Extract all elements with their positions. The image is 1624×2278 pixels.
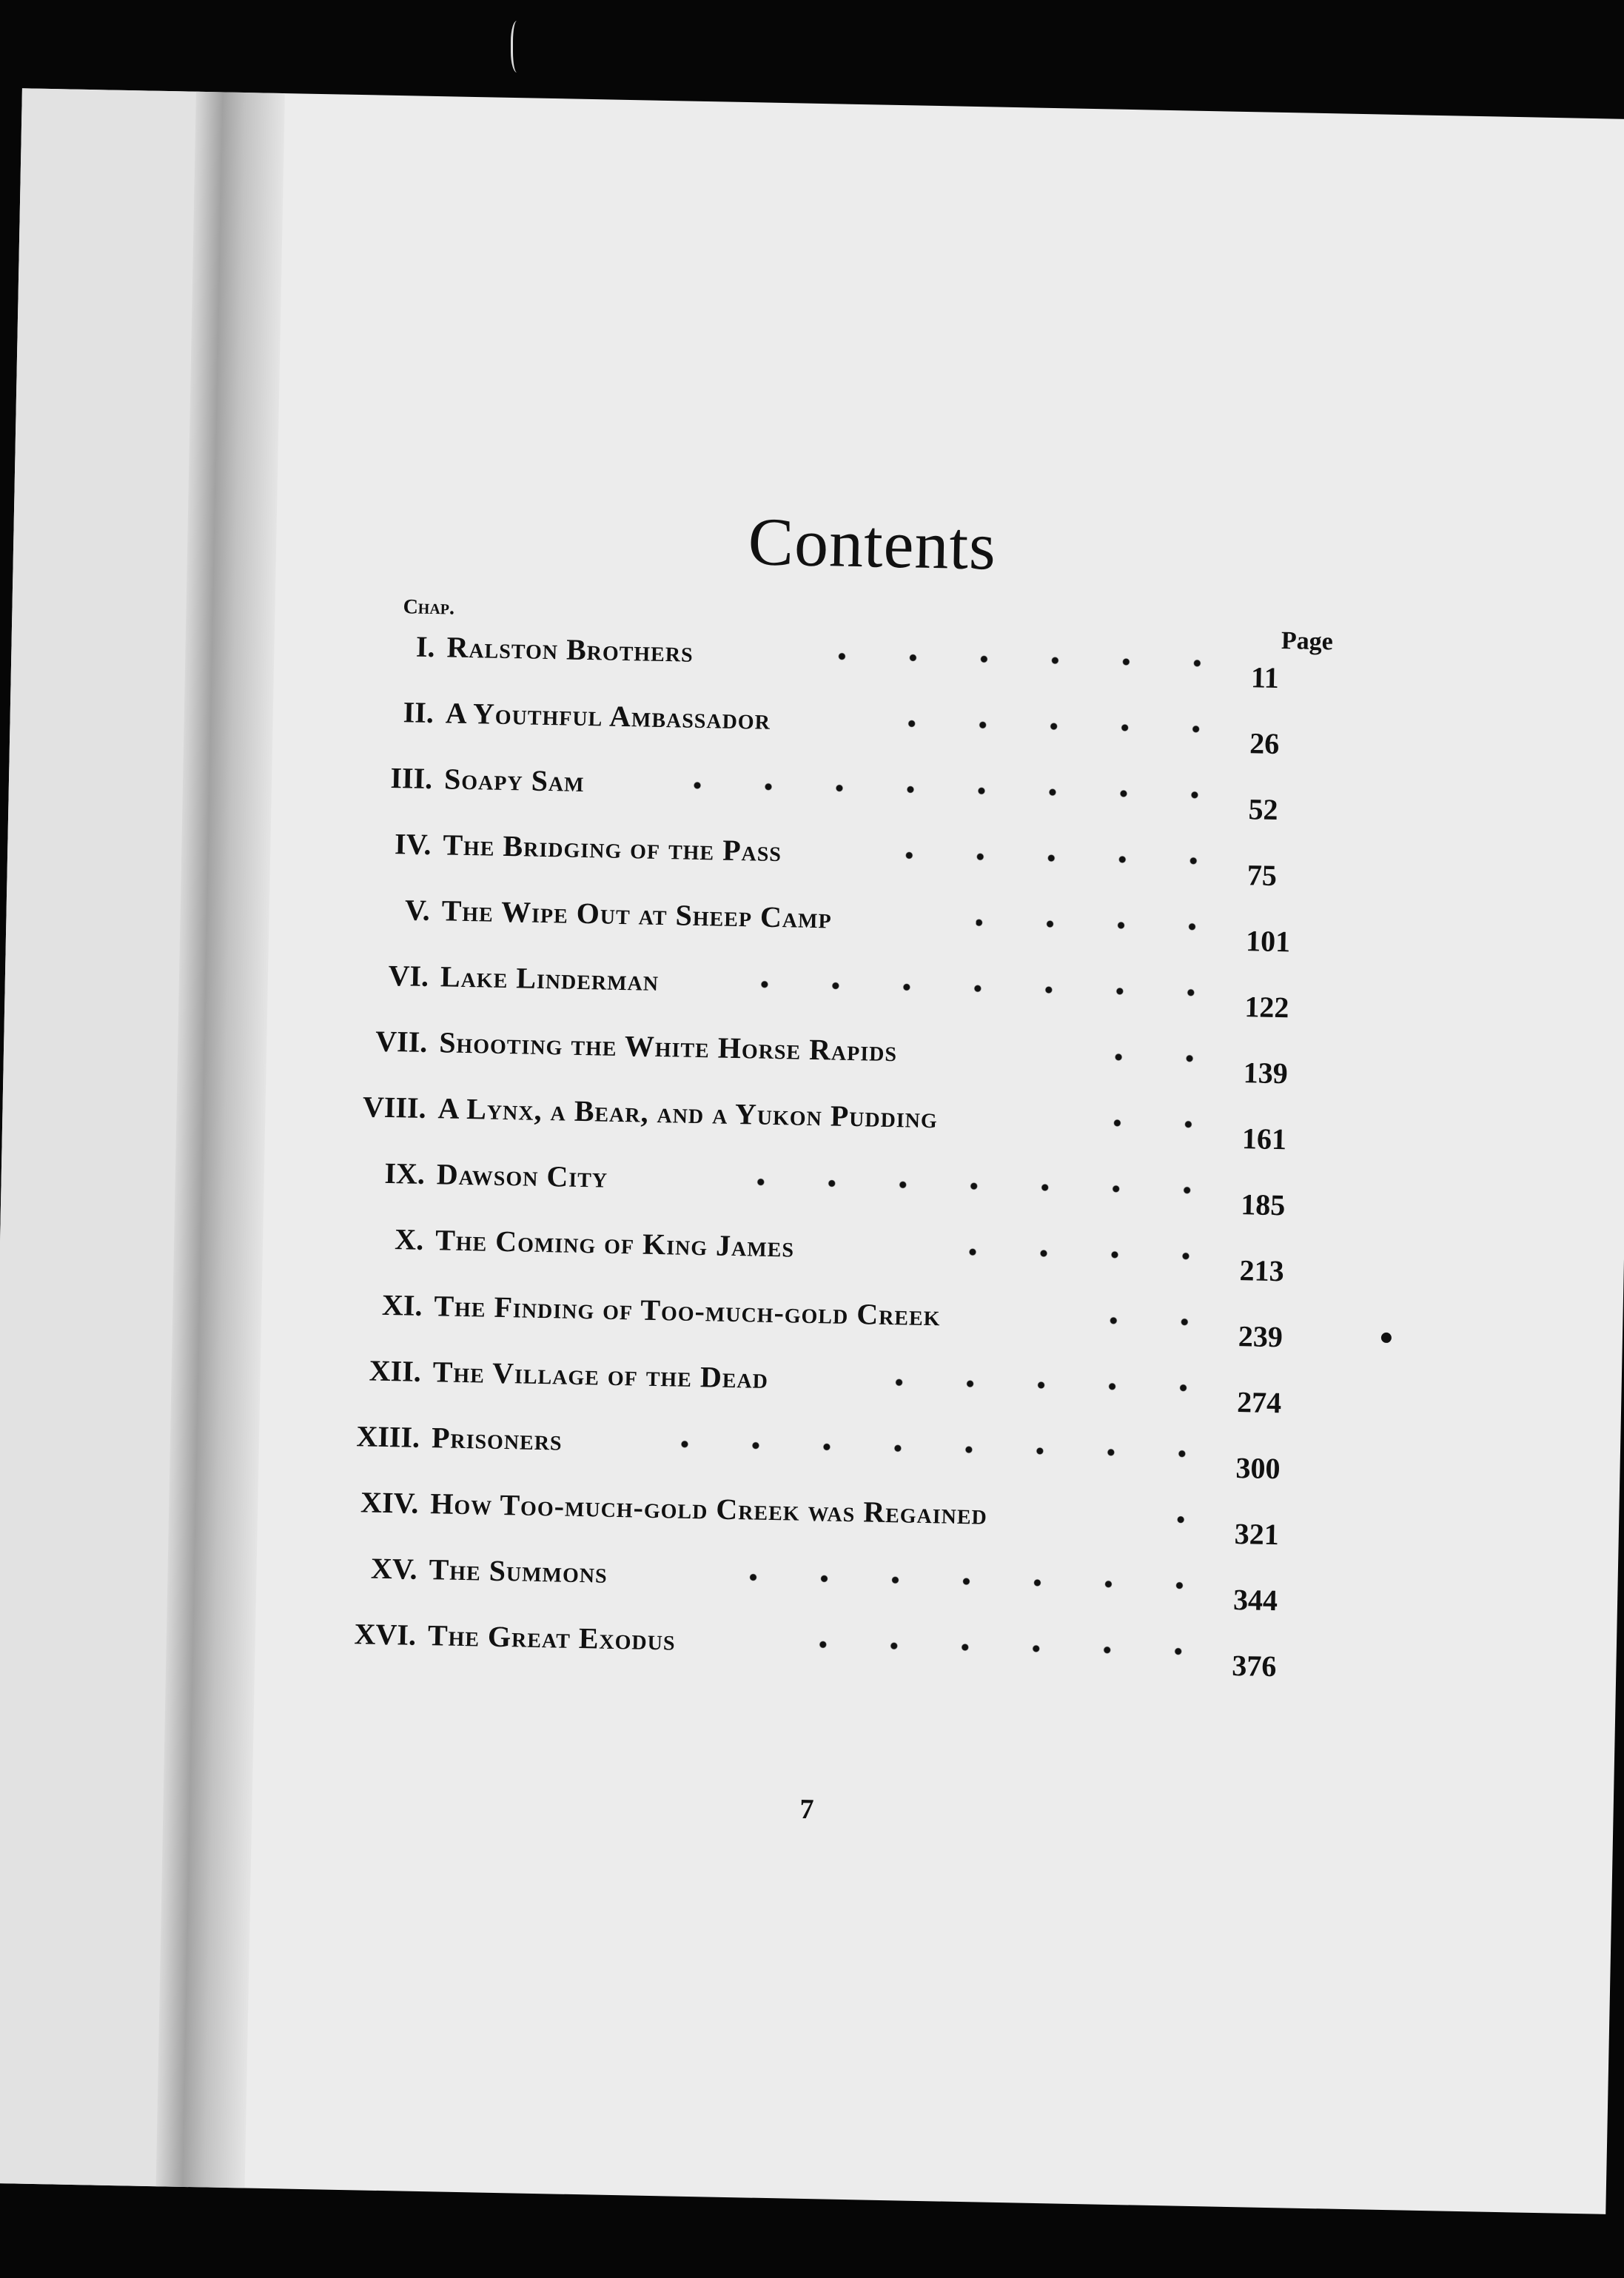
page-number: 52 <box>1248 792 1278 826</box>
table-of-contents <box>303 627 1359 1701</box>
chapter-title: The Great Exodus <box>427 1618 676 1657</box>
dot-leader <box>704 1567 1215 1595</box>
book-page <box>0 88 1624 2214</box>
chapter-title: Lake Linderman <box>440 959 660 997</box>
dot-leader <box>893 1373 1218 1397</box>
page-number: 344 <box>1232 1583 1278 1618</box>
chapter-title: A Lynx, a Bear, and a Yukon Pudding <box>437 1091 939 1135</box>
chapter-title: How Too-much-gold Creek was Regained <box>429 1487 988 1531</box>
page-title: Contents <box>747 503 997 584</box>
page-number: 300 <box>1235 1451 1281 1486</box>
dot-leader <box>690 777 1230 805</box>
dot-leader <box>753 975 1227 1002</box>
chapter-title: The Village of the Dead <box>432 1355 769 1395</box>
page-number: 321 <box>1234 1517 1280 1552</box>
page-number: 185 <box>1240 1187 1286 1222</box>
page-number: 139 <box>1243 1056 1289 1091</box>
page-number: 75 <box>1246 858 1278 892</box>
dot-leader <box>677 1436 1218 1464</box>
chapter-number: IV. <box>394 827 432 862</box>
chapter-column-label: Chap. <box>403 595 455 620</box>
chapter-number: VIII. <box>362 1090 427 1125</box>
chapter-number: XIII. <box>356 1419 420 1454</box>
chapter-number: IX. <box>384 1156 426 1190</box>
chapter-number: I. <box>415 629 436 664</box>
chapter-number: X. <box>394 1222 424 1256</box>
dot-leader <box>976 914 1227 937</box>
chapter-number: XVI. <box>354 1617 417 1652</box>
page-number: 161 <box>1241 1122 1287 1156</box>
chapter-title: Prisoners <box>431 1421 563 1457</box>
dot-leader <box>697 1172 1223 1200</box>
dot-leader <box>1113 1114 1224 1134</box>
dot-leader <box>1055 1047 1225 1068</box>
chapter-title: The Coming of King James <box>434 1223 795 1264</box>
page-number: 101 <box>1245 924 1291 959</box>
chapter-number: XV. <box>370 1551 418 1586</box>
chapter-number: II. <box>403 695 434 730</box>
page-number: 239 <box>1238 1319 1284 1354</box>
dot-leader <box>905 714 1231 738</box>
scan-artifact-mark <box>511 21 526 73</box>
dot-leader <box>777 1635 1214 1661</box>
stray-ink-dot <box>1381 1333 1392 1343</box>
dot-leader <box>947 1243 1221 1266</box>
chapter-title: Ralston Brothers <box>446 630 694 669</box>
chapter-number: XIV. <box>360 1485 419 1520</box>
chapter-title: A Youthful Ambassador <box>445 696 771 736</box>
page-number: 213 <box>1239 1253 1285 1288</box>
chapter-title: The Wipe Out at Sheep Camp <box>441 894 833 935</box>
page-number: 11 <box>1250 660 1280 694</box>
page-column-label: Page <box>1281 627 1334 656</box>
chapter-number: XII. <box>369 1353 422 1388</box>
folio-number: 7 <box>799 1793 814 1826</box>
dot-leader <box>1101 1312 1220 1332</box>
chapter-title: Soapy Sam <box>443 762 585 798</box>
chapter-number: VII. <box>375 1024 428 1059</box>
dot-leader <box>833 647 1232 672</box>
chapter-number: V. <box>404 893 431 928</box>
chapter-title: Shooting the White Horse Rapids <box>438 1025 898 1068</box>
page-number: 376 <box>1231 1648 1277 1684</box>
chapter-title: The Finding of Too-much-gold Creek <box>434 1289 941 1333</box>
chapter-title: Dawson City <box>436 1157 608 1194</box>
dot-leader <box>903 846 1229 870</box>
chapter-number: XI. <box>381 1287 423 1322</box>
page-number: 274 <box>1236 1385 1282 1420</box>
chapter-number: III. <box>390 760 433 796</box>
chapter-title: The Summons <box>429 1552 608 1589</box>
chapter-title: The Bridging of the Pass <box>443 828 782 868</box>
page-number: 122 <box>1244 990 1289 1025</box>
chapter-number: VI. <box>388 958 429 993</box>
page-number: 26 <box>1249 726 1280 760</box>
dot-leader <box>1150 1510 1216 1530</box>
